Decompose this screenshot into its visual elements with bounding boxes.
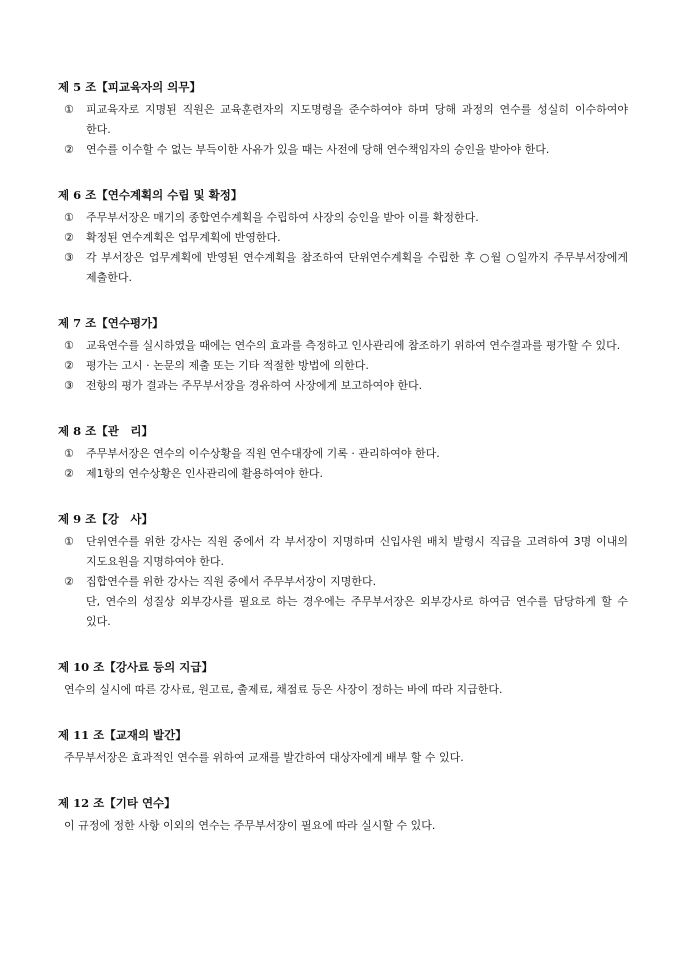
clause-text: 단위연수를 위한 강사는 직원 중에서 각 부서장이 지명하며 신입사원 배치 발령시 직급을 고려하여 3명 이내의 지도요원을 지명하여야 한다. (86, 535, 628, 568)
clause-number: ② (64, 575, 74, 588)
clause (58, 572, 628, 592)
article-title: 제 7 조【연수평가】 (58, 316, 164, 330)
article-8 (58, 422, 628, 484)
clause (58, 444, 628, 464)
clause (58, 140, 628, 160)
article-body: 주무부서장은 효과적인 연수를 위하여 교재를 발간하여 대상자에게 배부 할 수 있다. (64, 751, 464, 764)
clause (58, 208, 628, 228)
clause-text: 연수를 이수할 수 없는 부득이한 사유가 있을 때는 사전에 당해 연수책임자의 승인을 받아야 한다. (86, 143, 550, 156)
article-body: 이 규정에 정한 사항 이외의 연수는 주무부서장이 필요에 따라 실시할 수 있다. (64, 819, 436, 832)
clause-number: ① (64, 103, 74, 116)
clause-number: ① (64, 447, 74, 460)
clause (58, 336, 628, 356)
clause-number: ① (64, 535, 74, 548)
clause (58, 464, 628, 484)
article-5 (58, 78, 628, 160)
clause (58, 228, 628, 248)
clause (58, 356, 628, 376)
article-title: 제 11 조【교재의 발간】 (58, 728, 187, 742)
clause-number: ② (64, 143, 74, 156)
article-11 (58, 726, 628, 768)
clause-text: 주무부서장은 연수의 이수상황을 직원 연수대장에 기록 · 관리하여야 한다. (86, 447, 440, 460)
clause-text: 각 부서장은 업무계획에 반영된 연수계획을 참조하여 단위연수계획을 수립한 후 ○월 ○일까지 주무부서장에게 제출한다. (86, 251, 628, 284)
clause-text: 확정된 연수계획은 업무계획에 반영한다. (86, 231, 281, 244)
article-title: 제 10 조【강사료 등의 지급】 (58, 660, 213, 674)
article-title: 제 6 조【연수계획의 수립 및 확정】 (58, 188, 243, 202)
clause (58, 376, 628, 396)
article-body: 연수의 실시에 따른 강사료, 원고료, 출제료, 채점료 등은 사장이 정하는 바에 따라 지급한다. (64, 683, 503, 696)
clause-number: ① (64, 211, 74, 224)
clause-continuation: 단, 연수의 성질상 외부강사를 필요로 하는 경우에는 주무부서장은 외부강사로 하여금 연수를 담당하게 할 수 있다. (86, 595, 628, 628)
article-title: 제 8 조【관 리】 (58, 424, 153, 438)
clause-text: 전항의 평가 결과는 주무부서장을 경유하여 사장에게 보고하여야 한다. (86, 379, 423, 392)
article-6 (58, 186, 628, 288)
clause (58, 532, 628, 572)
clause-number: ③ (64, 379, 74, 392)
article-title: 제 5 조【피교육자의 의무】 (58, 80, 201, 94)
clause-text: 주무부서장은 매기의 종합연수계획을 수립하여 사장의 승인을 받아 이를 확정한다. (86, 211, 479, 224)
clause-text: 집합연수를 위한 강사는 직원 중에서 주무부서장이 지명한다. (86, 575, 377, 588)
clause-text: 제1항의 연수상황은 인사관리에 활용하여야 한다. (86, 467, 323, 480)
clause-number: ② (64, 359, 74, 372)
article-12 (58, 794, 628, 836)
article-9 (58, 510, 628, 632)
article-7 (58, 314, 628, 396)
clause-text: 피교육자로 지명된 직원은 교육훈련자의 지도명령을 준수하여야 하며 당해 과정의 연수를 성실히 이수하여야 한다. (86, 103, 628, 136)
clause-number: ① (64, 339, 74, 352)
clause-text: 평가는 고시 · 논문의 제출 또는 기타 적절한 방법에 의한다. (86, 359, 369, 372)
article-title: 제 9 조【강 사】 (58, 512, 153, 526)
article-title: 제 12 조【기타 연수】 (58, 796, 176, 810)
article-10 (58, 658, 628, 700)
clause-text: 교육연수를 실시하였을 때에는 연수의 효과를 측정하고 인사관리에 참조하기 위하여 연수결과를 평가할 수 있다. (86, 339, 621, 352)
clause (58, 100, 628, 140)
clause-number: ③ (64, 251, 74, 264)
regulation-document (58, 78, 628, 862)
clause-number: ② (64, 467, 74, 480)
clause-number: ② (64, 231, 74, 244)
clause (58, 248, 628, 288)
